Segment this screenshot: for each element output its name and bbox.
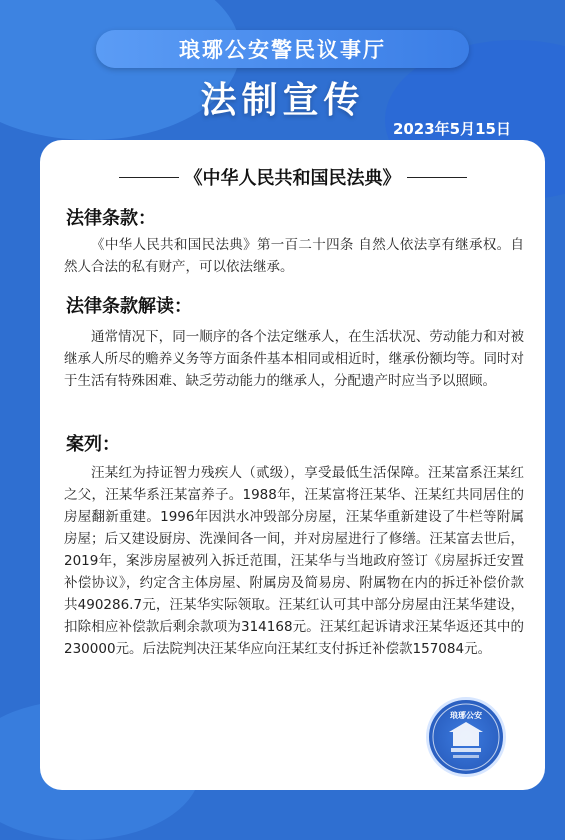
law-title-row <box>40 164 545 190</box>
clause-text: 《中华人民共和国民法典》第一百二十四条 自然人依法享有继承权。自然人合法的私有财产，可以依法继承。 <box>64 237 524 275</box>
divider-line <box>407 177 467 178</box>
badge-label: 琅琊公安 <box>450 711 482 720</box>
page-title: 法制宣传 <box>200 80 365 121</box>
interpretation-text: 通常情况下，同一顺序的各个法定继承人，在生活状况、劳动能力和对被继承人所尽的赡养义务等方面条件基本相同或相近时，继承份额均等。同时对于生活有特殊困难、缺乏劳动能力的继承人，分配遗产时应当予以照顾。 <box>64 329 524 389</box>
law-title: 《中华人民共和国民法典》 <box>184 168 401 189</box>
police-badge-icon <box>426 697 506 777</box>
content-card <box>40 140 545 790</box>
publish-date: 2023年5月15日 <box>392 120 511 138</box>
divider-line <box>119 177 179 178</box>
clause-heading: 法律条款： <box>66 208 156 229</box>
interpretation-heading: 法律条款解读： <box>66 296 192 317</box>
case-text: 汪某红为持证智力残疾人（贰级），享受最低生活保障。汪某富系汪某红之父，汪某华系汪某富养子。1988年，汪某富将汪某华、汪某红共同居住的房屋翻新重建。1996年因洪水冲毁部分房屋，汪某华重新建设了牛栏等附属房屋；后又建设厨房、洗澡间各一间，并对房屋进行了修缮。汪某富去世后，2019年，案涉房屋被列入拆迁范围，汪某华与当地政府签订《房屋拆迁安置补偿协议》，约定含主体房屋、附属房及简易房、附属物在内的拆迁补偿价款共490286.7元，汪某华实际领取。汪某红认可其中部分房屋由汪某华建设，扣除相应补偿款后剩余款项为314168元。汪某红起诉请求汪某华返还其中的230000元。后法院判决汪某华应向汪某红支付拆迁补偿款157084元。 <box>64 465 524 657</box>
organization-banner: 琅琊公安警民议事厅 <box>96 30 469 68</box>
case-heading: 案列： <box>66 434 120 455</box>
